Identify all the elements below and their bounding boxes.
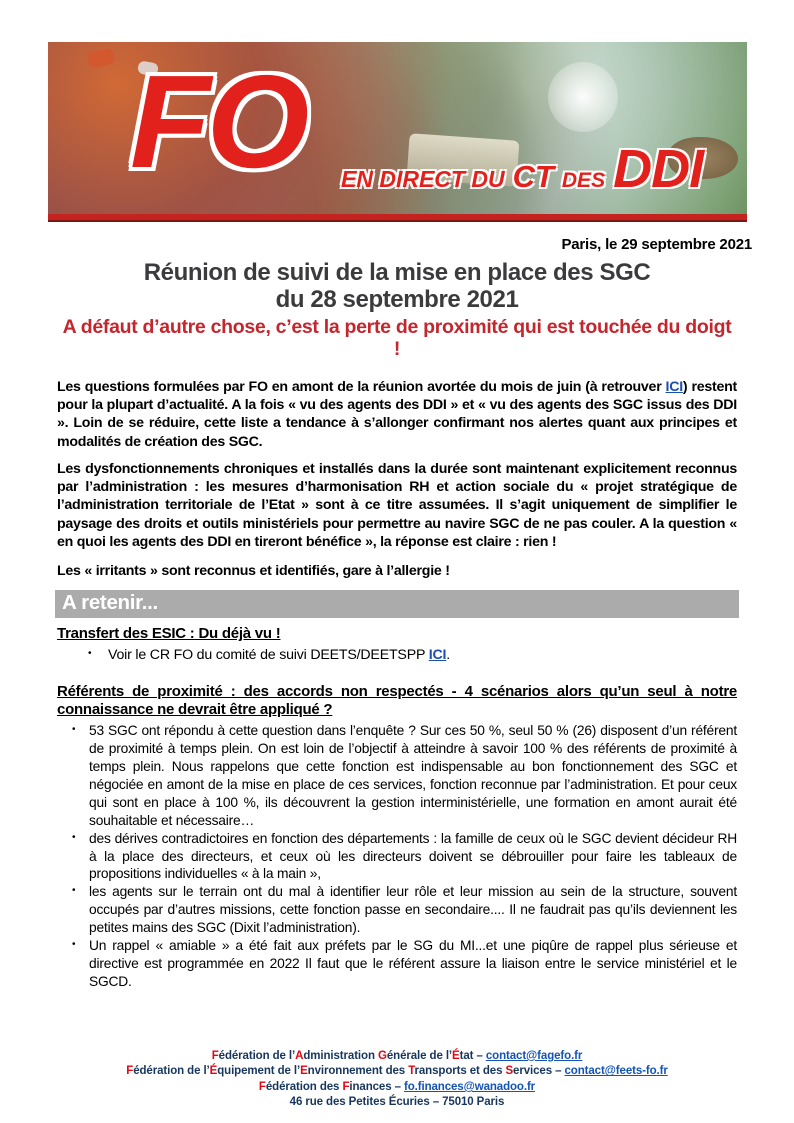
footer-text-segment: É xyxy=(452,1049,460,1062)
page-title-line2: du 28 septembre 2021 xyxy=(275,286,519,314)
page-subtitle: A défaut d’autre chose, c’est la perte de proximité qui est touchée du doigt ! xyxy=(62,315,732,361)
footer-text-segment: F xyxy=(258,1080,266,1093)
intro-paragraph-3: Les « irritants » sont reconnus et identifiés, gare à l’allergie ! xyxy=(57,563,450,580)
list-item: • Un rappel « amiable » a été fait aux préfets par le SG du MI...et une piqûre de rappel plus sérieuse et directive est programmée en 2022 Il faut que le référent assure la liaison entre le service ministériel et le SGCD. xyxy=(57,937,737,991)
header-collage-photo xyxy=(48,42,747,214)
page-title xyxy=(57,259,737,314)
header-banner xyxy=(48,42,747,222)
footer-address: 46 rue des Petites Écuries – 75010 Paris xyxy=(289,1096,505,1109)
intro-paragraph-2: Les dysfonctionnements chroniques et installés dans la durée sont maintenant explicitement reconnus par l’administration : les mesures d’harmonisation RH et action sociale du « projet stratégique de l’administration territoriale de l’Etat » sont à ce titre assumées. Il s’agit uniquement de simplifier le paysage des droits et outils ministériels pour permettre au navire SGC de ne pas couler. A la question « en quoi les agents des DDI en tireront bénéfice », la réponse est claire : rien ! xyxy=(57,460,737,551)
slogan-en-direct-du: EN DIRECT DU xyxy=(341,166,505,192)
footer-email-link[interactable]: contact@feets-fo.fr xyxy=(564,1065,668,1078)
referents-bullet-list xyxy=(57,722,737,991)
section-heading-referents: Référents de proximité : des accords non respectés - 4 scénarios alors qu’un seul à notre connaissance ne devrait être appliqué ? xyxy=(57,682,737,719)
footer-text-segment: F xyxy=(126,1065,134,1078)
esic-bullet-text-after: . xyxy=(446,647,450,664)
footer-line-finances xyxy=(57,1080,737,1096)
intro-paragraph-1-text: Les questions formulées par FO en amont de la réunion avortée du mois de juin (à retrouver xyxy=(57,378,666,395)
footer-line-feets xyxy=(57,1064,737,1080)
footer-text-segment: T xyxy=(408,1065,415,1078)
slogan-des: DES xyxy=(561,169,606,192)
footer-text-segment: tat – xyxy=(459,1049,486,1062)
footer-text-segment: énérale de l’ xyxy=(386,1049,453,1062)
footer-text-segment: nvironnement des xyxy=(307,1065,409,1078)
footer-text-segment: édération de l’ xyxy=(133,1065,210,1078)
esic-bullet-text: Voir le CR FO du comité de suivi DEETS/DEETSPP xyxy=(108,647,429,664)
footer xyxy=(57,1049,737,1111)
footer-text-segment: dministration xyxy=(303,1049,378,1062)
footer-text-segment: F xyxy=(211,1049,219,1062)
footer-email-link[interactable]: contact@fagefo.fr xyxy=(485,1049,583,1062)
section-heading-esic: Transfert des ESIC : Du déjà vu ! xyxy=(57,625,281,643)
list-item: • les agents sur le terrain ont du mal à identifier leur rôle et leur mission au sein de la structure, souvent occupés par d’autres missions, cette fonction passe en secondaire.... Il ne faudrait pas qu’ils deviennent les petites mains des SGC (Dixit l’administration). xyxy=(57,883,737,937)
footer-text-segment: É xyxy=(209,1065,218,1078)
footer-text-segment: S xyxy=(505,1065,514,1078)
ici-link-june-questions[interactable]: ICI xyxy=(665,378,683,395)
footer-text-segment: E xyxy=(300,1065,308,1078)
footer-email-link[interactable]: fo.finances@wanadoo.fr xyxy=(404,1080,536,1093)
lab-scientist-shape xyxy=(548,62,618,132)
footer-text-segment: ransports et des xyxy=(414,1065,506,1078)
footer-text-segment: édération des xyxy=(265,1080,343,1093)
esic-bullet-list xyxy=(57,646,737,664)
footer-text-segment: A xyxy=(295,1049,304,1062)
document-body xyxy=(57,223,752,1111)
ici-link-deets-report[interactable]: ICI xyxy=(428,647,447,664)
intro-paragraph-1-text-after: ) restent pour la plupart d’actualité. A la fois « vu des agents des DDI » et « vu des agents des SGC issus des DDI ». Loin de se réduire, cette liste a tendance à s’allonger confirmant nos alertes quant aux principes et modalités de création des SGC. xyxy=(57,378,738,450)
dateline: Paris, le 29 septembre 2021 xyxy=(561,236,752,253)
footer-line-fage xyxy=(57,1049,737,1065)
slogan-ct: CT xyxy=(512,159,554,194)
footer-text-segment: édération de l’ xyxy=(218,1049,296,1062)
slogan-ddi: DDI xyxy=(613,139,704,199)
banner-slogan xyxy=(341,138,703,200)
intro-paragraph-1 xyxy=(57,378,737,451)
footer-text-segment: ervices – xyxy=(513,1065,565,1078)
list-item: • 53 SGC ont répondu à cette question dans l’enquête ? Sur ces 50 %, seul 50 % (26) disposent d’un référent de proximité à temps plein. On est loin de l’objectif à atteindre à savoir 100 % des référents de proximité à temps plein. Nous rappelons que cette fonction est indispensable au bon fonctionnement des SGC et négociée en amont de la mise en place de ces services, fonction reconnue par l’administration. Et pour ceux qui sont en place à 100 %, ils découvrent la gestion interministérielle, une formation en amont aurait été souhaitable et nécessaire… xyxy=(57,722,737,830)
list-item xyxy=(57,646,737,664)
page-title-line1: Réunion de suivi de la mise en place des SGC xyxy=(143,259,651,286)
fo-logo: FO xyxy=(130,48,306,195)
a-retenir-banner: A retenir... xyxy=(55,590,739,618)
protest-flag-shape xyxy=(87,47,116,68)
header-red-bar xyxy=(48,214,747,222)
footer-text-segment: quipement de l’ xyxy=(217,1065,301,1078)
footer-text-segment: G xyxy=(377,1049,387,1062)
footer-text-segment: inances – xyxy=(349,1080,404,1093)
list-item: • des dérives contradictoires en fonction des départements : la famille de ceux où le SGC devient décideur RH à la place des directeurs, et ceux où les directeurs doivent se débrouiller pour faire les tableaux de propositions individuelles « à la main », xyxy=(57,830,737,884)
footer-text-segment: F xyxy=(342,1080,350,1093)
